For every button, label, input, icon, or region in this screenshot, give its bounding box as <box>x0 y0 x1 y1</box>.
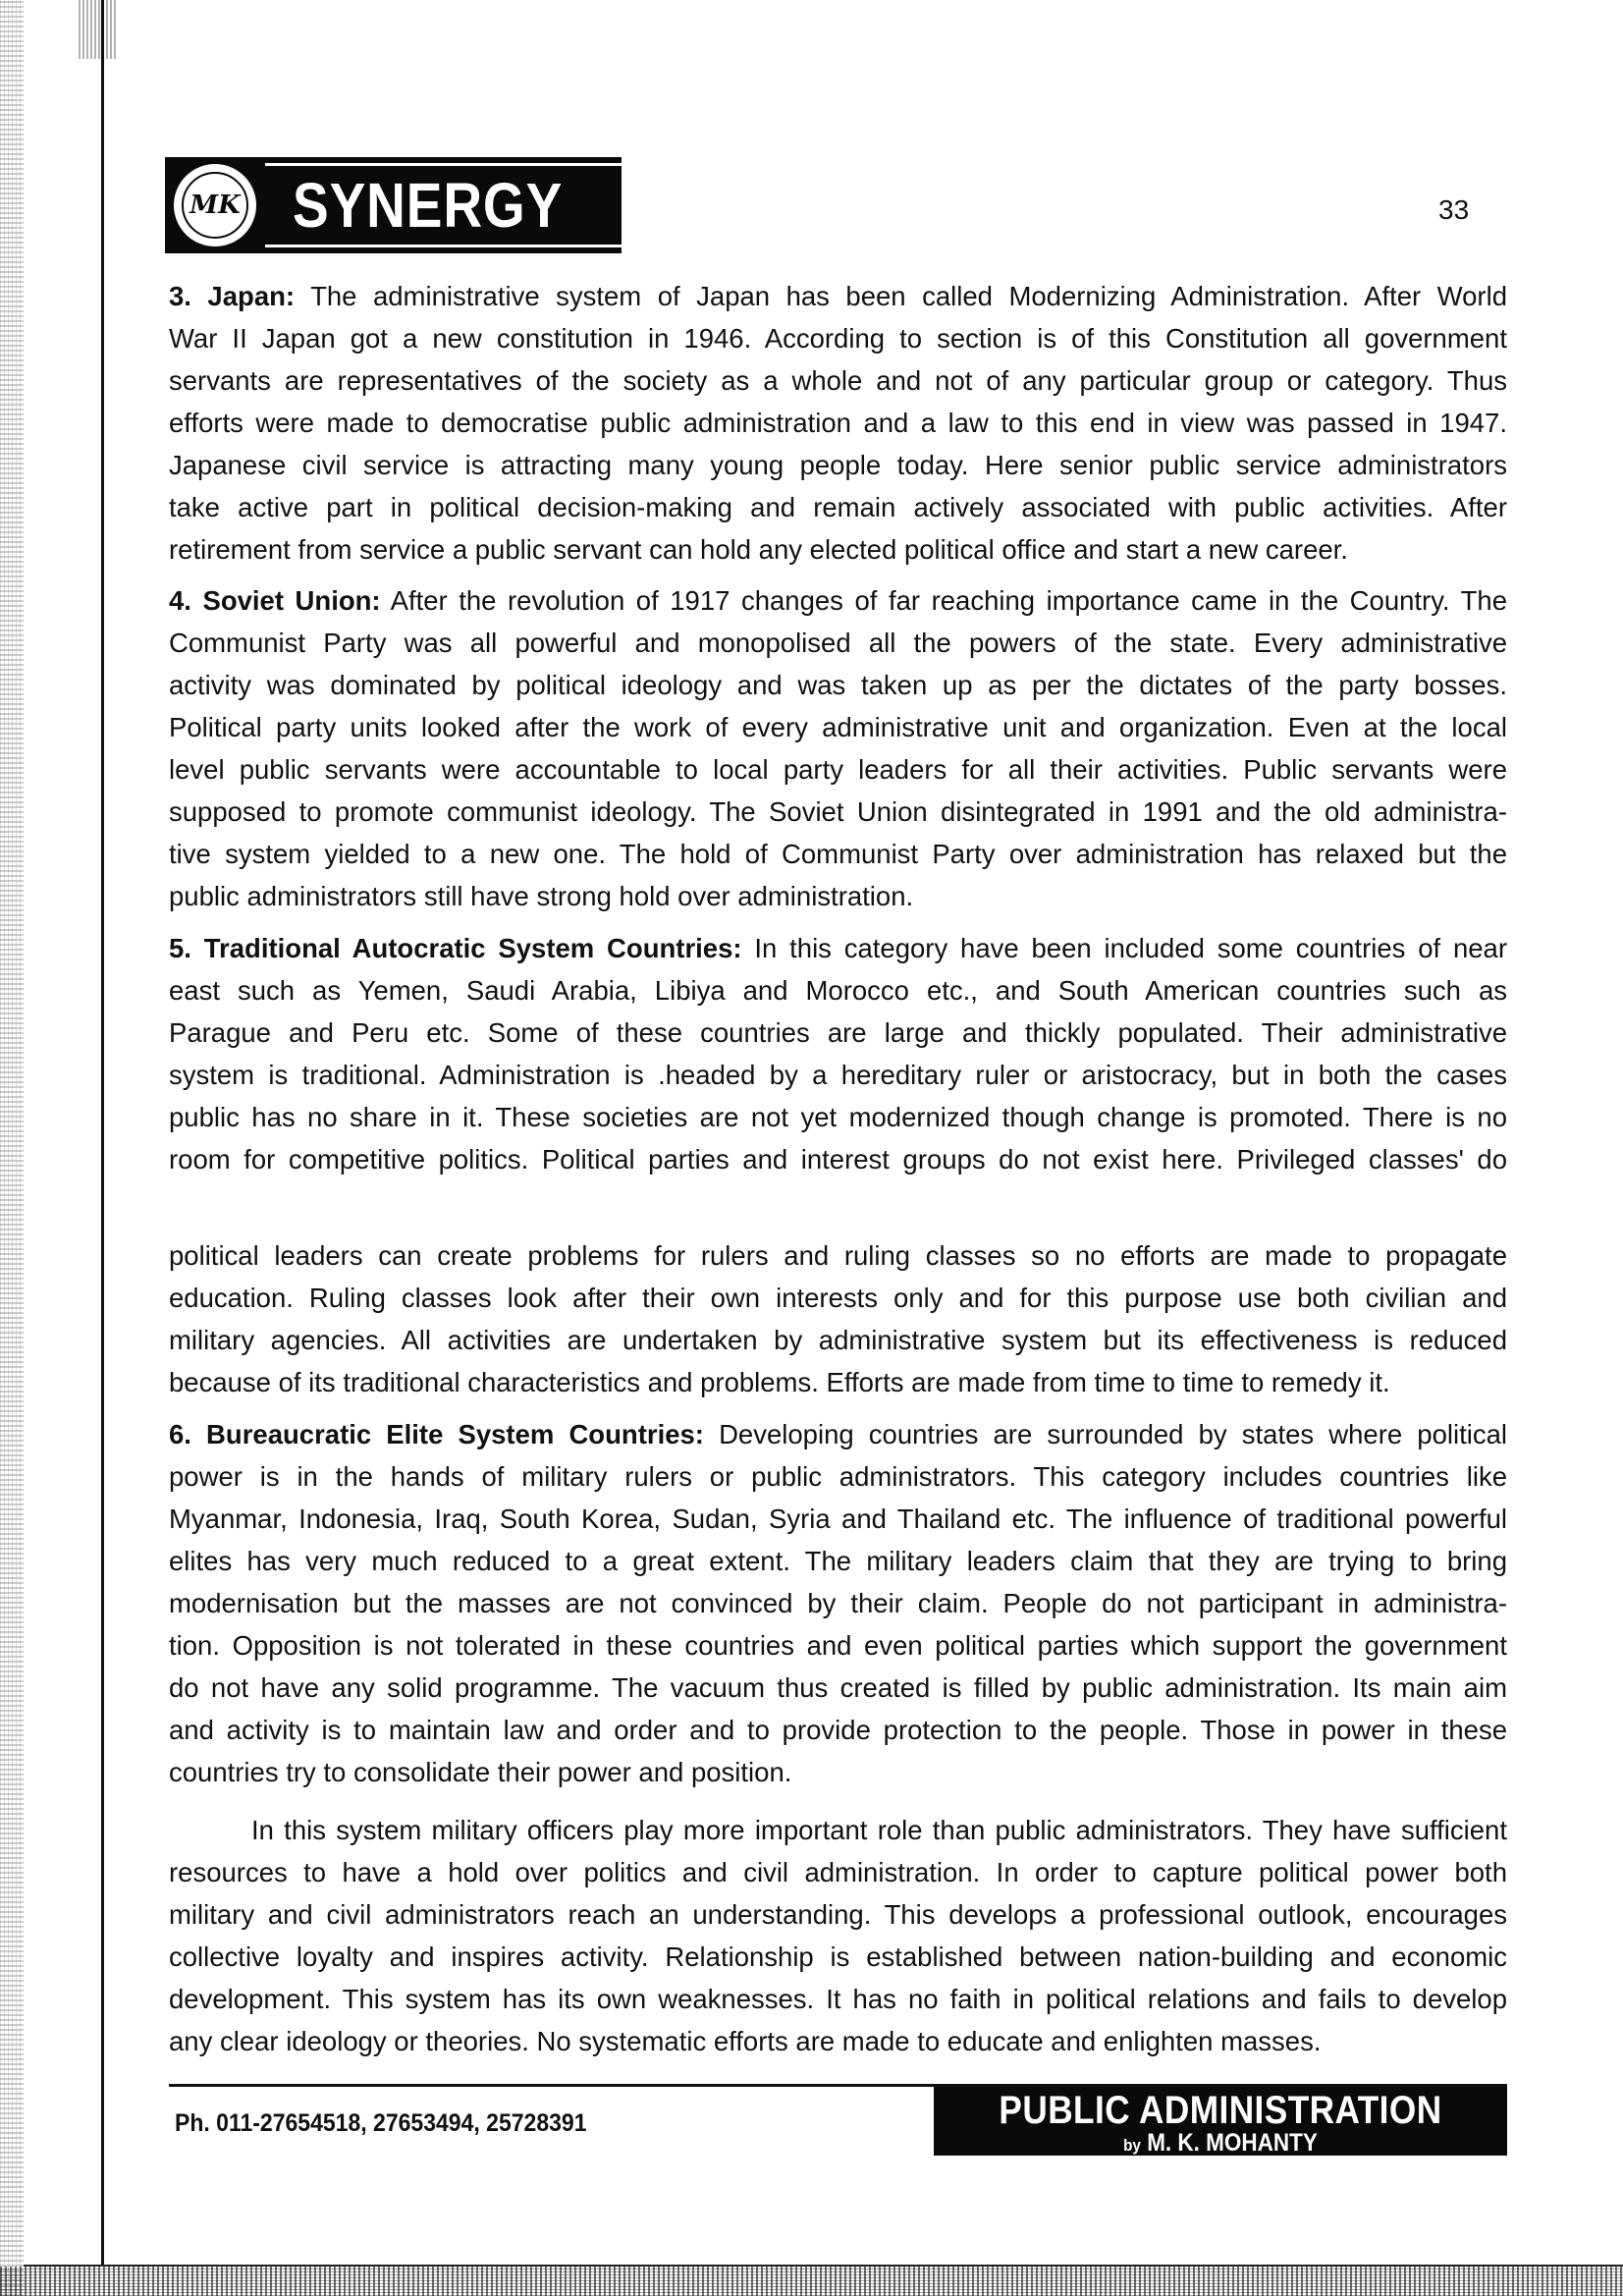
scan-bottom-noise <box>0 2267 1623 2296</box>
text-line: Political party units looked after the work of every administrative unit and organization. Even at the local <box>169 712 1507 742</box>
binding-rule <box>101 0 104 2265</box>
brand-logo-monogram: MK <box>189 191 241 220</box>
brand-logo-icon <box>171 161 259 249</box>
text-line: tive system yielded to a new one. The hold of Communist Party over administration has relaxed but the <box>169 839 1507 869</box>
section-heading: 5. Traditional Autocratic System Countries: <box>169 933 742 963</box>
text-line: public has no share in it. These societies are not yet modernized though change is promoted. There is no <box>169 1102 1507 1132</box>
text-line: countries try to consolidate their power and position. <box>169 1757 792 1787</box>
text-line: supposed to promote communist ideology. The Soviet Union disintegrated in 1991 and the old administra- <box>169 796 1507 827</box>
text-line: 5. Traditional Autocratic System Countries: In this category have been included some countries of near <box>169 933 1507 963</box>
text-line: retirement from service a public servant can hold any elected political office and start a new career. <box>169 534 1348 565</box>
text-line: elites has very much reduced to a great extent. The military leaders claim that they are trying to bring <box>169 1546 1507 1576</box>
text-line: level public servants were accountable to local party leaders for all their activities. Public servants were <box>169 754 1507 785</box>
text-line: modernisation but the masses are not convinced by their claim. People do not participant in administra- <box>169 1588 1507 1618</box>
text-line: efforts were made to democratise public administration and a law to this end in view was passed in 1947. <box>169 408 1507 438</box>
section-heading: 6. Bureaucratic Elite System Countries: <box>169 1419 704 1449</box>
section-heading: 4. Soviet Union: <box>169 585 381 616</box>
text-line: take active part in political decision-making and remain actively associated with public activities. After <box>169 492 1507 522</box>
banner-rule-top <box>265 163 622 166</box>
text-line: military and civil administrators reach an understanding. This develops a professional outlook, encourages <box>169 1899 1507 1930</box>
page-number: 33 <box>1438 194 1470 225</box>
text-line: development. This system has its own weaknesses. It has no faith in political relations and fails to develop <box>169 1984 1507 2014</box>
text-line: do not have any solid programme. The vacuum thus created is filled by public administration. Its main aim <box>169 1672 1507 1703</box>
section-heading: 3. Japan: <box>169 281 296 311</box>
text-line: and activity is to maintain law and order and to provide protection to the people. Those in power in these <box>169 1715 1507 1745</box>
footer-banner-author: M. K. MOHANTY <box>1147 2129 1318 2157</box>
text-line: any clear ideology or theories. No systematic efforts are made to educate and enlighten masses. <box>169 2026 1322 2056</box>
banner-rule-bottom <box>265 245 622 247</box>
text-line: servants are representatives of the society as a whole and not of any particular group or category. Thus <box>169 365 1507 396</box>
synergy-banner <box>165 157 622 253</box>
footer-banner <box>934 2087 1507 2156</box>
text-line: political leaders can create problems for rulers and ruling classes so no efforts are made to propagate <box>169 1240 1507 1271</box>
text-line: east such as Yemen, Saudi Arabia, Libiya and Morocco etc., and South American countries such as <box>169 975 1507 1006</box>
text-line: system is traditional. Administration is .headed by a hereditary ruler or aristocracy, but in both the cases <box>169 1060 1507 1090</box>
scan-edge-noise <box>0 0 24 2296</box>
footer-banner-title: PUBLIC ADMINISTRATION <box>999 2089 1442 2132</box>
text-line: 3. Japan: The administrative system of Japan has been called Modernizing Administration. After World <box>169 281 1507 311</box>
text-line: education. Ruling classes look after their own interests only and for this purpose use both civilian and <box>169 1283 1507 1313</box>
text-line: Communist Party was all powerful and monopolised all the powers of the state. Every administrative <box>169 628 1507 658</box>
text-line: because of its traditional characteristics and problems. Efforts are made from time to time to remedy it. <box>169 1367 1390 1397</box>
text-line: tion. Opposition is not tolerated in these countries and even political parties which support the government <box>169 1630 1507 1661</box>
scan-edge-noise-top <box>79 0 118 59</box>
footer-banner-by: by <box>1123 2136 1141 2155</box>
text-line: room for competitive politics. Political parties and interest groups do not exist here. Privileged classes' do <box>169 1144 1507 1175</box>
text-line: military agencies. All activities are undertaken by administrative system but its effectiveness is reduced <box>169 1325 1507 1355</box>
text-line: 4. Soviet Union: After the revolution of 1917 changes of far reaching importance came in the Country. The <box>169 585 1507 616</box>
text-line: collective loyalty and inspires activity. Relationship is established between nation-building and economic <box>169 1941 1507 1972</box>
text-line: Paraguе and Peru etc. Some of these countries are large and thickly populated. Their administrative <box>169 1017 1507 1048</box>
text-line: War II Japan got a new constitution in 1946. According to section is of this Constitution all government <box>169 323 1507 354</box>
text-line: resources to have a hold over politics and civil administration. In order to capture political power both <box>169 1857 1507 1887</box>
text-line: Myanmar, Indonesia, Iraq, South Korea, Sudan, Syria and Thailand etc. The influence of traditional powerful <box>169 1503 1507 1534</box>
text-line: public administrators still have strong hold over administration. <box>169 881 914 911</box>
text-line: activity was dominated by political ideology and was taken up as per the dictates of the party bosses. <box>169 670 1507 700</box>
footer-phone: Ph. 011-27654518, 27653494, 25728391 <box>175 2109 587 2137</box>
brand-title: SYNERGY <box>293 170 564 241</box>
text-line: power is in the hands of military rulers or public administrators. This category includes countries like <box>169 1461 1507 1492</box>
footer-banner-author-line <box>962 2130 1479 2159</box>
text-line: 6. Bureaucratic Elite System Countries: Developing countries are surrounded by states where political <box>169 1419 1507 1449</box>
text-line: In this system military officers play more important role than public administrators. They have sufficient <box>251 1815 1507 1845</box>
text-line: Japanese civil service is attracting many young people today. Here senior public service administrators <box>169 450 1507 480</box>
